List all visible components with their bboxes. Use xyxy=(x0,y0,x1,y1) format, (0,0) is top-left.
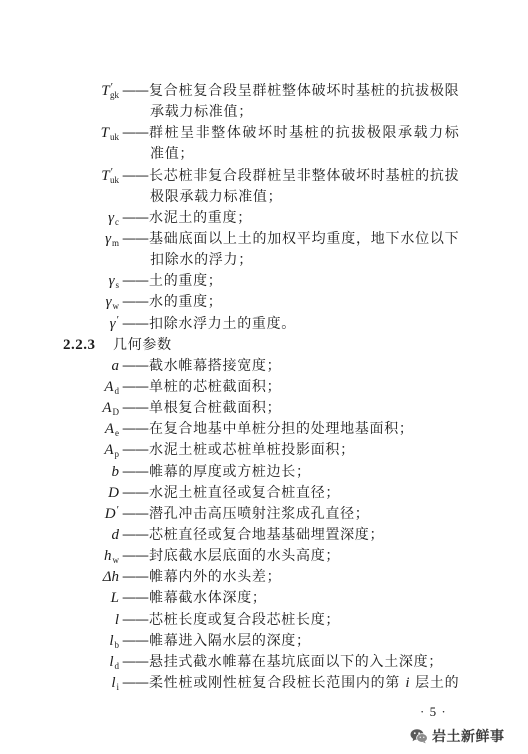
symbol xyxy=(0,610,119,631)
symbol-base: A xyxy=(104,442,114,459)
definition-text: 截水帷幕搭接宽度； xyxy=(149,357,282,374)
symbol-base: γ xyxy=(105,294,112,311)
symbol xyxy=(0,314,119,336)
definition-text: 潜孔冲击高压喷射注浆成孔直径； xyxy=(149,505,370,522)
symbol-subscript: e xyxy=(115,428,119,439)
definition-text: 长芯桩非复合段群桩呈非整体破坏时基桩的抗拔 xyxy=(149,167,459,184)
definition-text-part: 柔性桩或刚性桩复合段桩长范围内的第 xyxy=(149,674,401,691)
section-title: 几何参数 xyxy=(113,336,172,353)
wechat-icon xyxy=(410,728,428,744)
section-number: 2.2.3 xyxy=(63,336,96,353)
symbol-prime: ′ xyxy=(110,81,113,93)
separator-dash: —— xyxy=(122,421,148,438)
separator-dash: —— xyxy=(122,400,148,417)
definition-entry xyxy=(0,271,528,292)
symbol-subscript: c xyxy=(115,216,119,227)
symbol xyxy=(0,81,119,103)
symbol-base: D xyxy=(104,505,116,522)
symbol-base: A xyxy=(102,400,112,417)
symbol-base: l xyxy=(109,653,114,670)
symbol xyxy=(0,356,119,377)
definition-text: 芯桩长度或复合段芯桩长度； xyxy=(149,611,341,628)
symbol-prime: ′ xyxy=(110,165,113,178)
symbol xyxy=(0,208,119,230)
symbol xyxy=(0,377,119,399)
separator-dash: —— xyxy=(122,357,148,374)
separator-dash: —— xyxy=(122,273,148,290)
definition-text: 单桩的芯桩截面积； xyxy=(149,378,282,395)
definition-entry xyxy=(0,462,528,483)
definition-text: 土的重度； xyxy=(149,273,223,290)
separator-dash: —— xyxy=(122,653,148,670)
definition-text: 水泥土桩直径或复合桩直径； xyxy=(149,484,341,501)
symbol-base: γ xyxy=(108,273,115,290)
definition-entry xyxy=(0,631,528,652)
symbol-subscript: s xyxy=(115,280,119,291)
symbol xyxy=(0,123,119,145)
symbol-subscript: i xyxy=(116,681,119,692)
definition-entry xyxy=(0,610,528,631)
definition-entry xyxy=(0,588,528,609)
section-heading xyxy=(0,335,528,356)
symbol-definitions xyxy=(0,81,528,694)
definition-entry xyxy=(0,377,528,398)
definition-text: 帷幕截水体深度； xyxy=(149,590,267,607)
symbol xyxy=(0,419,119,441)
separator-dash: —— xyxy=(122,230,148,247)
symbol-base: l xyxy=(114,611,119,628)
symbol xyxy=(0,504,119,526)
symbol-base: a xyxy=(111,357,119,374)
definition-text: 芯桩直径或复合地基基础埋置深度； xyxy=(149,526,385,543)
separator-dash: —— xyxy=(122,505,148,522)
definition-entry xyxy=(0,419,528,440)
definition-entry xyxy=(0,292,528,313)
definition-text: 帷幕内外的水头差； xyxy=(149,569,282,586)
separator-dash: —— xyxy=(122,167,148,184)
symbol-base: Δh xyxy=(102,569,119,586)
symbol-base: h xyxy=(104,548,112,565)
symbol-subscript: d xyxy=(114,660,119,671)
definition-text-part: 层土的 xyxy=(415,674,459,691)
symbol-subscript: uk xyxy=(110,174,119,185)
separator-dash: —— xyxy=(122,315,148,332)
page-number: · 5 · xyxy=(420,704,447,719)
definition-continuation: 准值； xyxy=(150,146,195,163)
watermark xyxy=(410,726,505,746)
symbol-base: T xyxy=(101,167,110,184)
definition-text: 封底截水层底面的水头高度； xyxy=(149,548,341,565)
symbol xyxy=(0,271,119,293)
definition-entry xyxy=(0,229,528,250)
symbol-subscript: D xyxy=(112,407,119,418)
symbol xyxy=(0,440,119,462)
symbol-base: b xyxy=(111,463,119,480)
symbol-prime: ′ xyxy=(116,313,119,326)
symbol-subscript: d xyxy=(114,385,119,396)
symbol-base: D xyxy=(108,484,119,501)
symbol-base: A xyxy=(104,378,114,395)
symbol xyxy=(0,588,119,609)
symbol xyxy=(0,631,119,653)
definition-entry xyxy=(0,356,528,377)
definition-text: 在复合地基中单桩分担的处理地基面积； xyxy=(149,421,414,438)
separator-dash: —— xyxy=(122,378,148,395)
symbol xyxy=(0,292,119,314)
separator-dash: —— xyxy=(122,484,148,501)
separator-dash: —— xyxy=(122,590,148,607)
definition-entry xyxy=(0,81,528,102)
symbol xyxy=(0,166,119,188)
definition-text: 扣除水浮力土的重度。 xyxy=(149,315,296,332)
definition-text: 帷幕进入隔水层的深度； xyxy=(149,632,311,649)
symbol-base: L xyxy=(110,590,119,607)
definition-text: 悬挂式截水帷幕在基坑底面以下的入土深度； xyxy=(149,653,443,670)
symbol-base: A xyxy=(104,421,114,438)
symbol xyxy=(0,673,119,695)
symbol-base: γ xyxy=(108,209,114,226)
separator-dash: —— xyxy=(122,463,148,480)
separator-dash: —— xyxy=(122,632,148,649)
definition-entry xyxy=(0,314,528,335)
layer-index-variable: i xyxy=(405,674,410,691)
symbol-base: γ xyxy=(109,315,116,332)
definition-text xyxy=(149,673,459,694)
separator-dash: —— xyxy=(122,569,148,586)
definition-continuation: 极限承载力标准值； xyxy=(150,188,283,205)
symbol-base: T xyxy=(101,83,110,99)
symbol-subscript: p xyxy=(114,449,119,460)
separator-dash: —— xyxy=(122,526,148,543)
symbol xyxy=(0,525,119,546)
definition-entry xyxy=(0,525,528,546)
definition-text: 水的重度； xyxy=(149,294,223,311)
definition-entry xyxy=(0,652,528,673)
symbol-subscript: uk xyxy=(110,132,119,143)
definition-text: 基础底面以上土的加权平均重度，地下水位以下 xyxy=(149,230,459,247)
definition-entry xyxy=(0,483,528,504)
definition-entry xyxy=(0,504,528,525)
symbol xyxy=(0,483,119,504)
symbol-base: l xyxy=(109,632,114,649)
definition-continuation: 扣除水的浮力； xyxy=(150,252,253,269)
separator-dash: —— xyxy=(122,209,148,226)
symbol xyxy=(0,398,119,420)
separator-dash: —— xyxy=(122,294,148,311)
symbol-subscript: m xyxy=(111,237,119,248)
definition-entry xyxy=(0,546,528,567)
definition-continuation: 承载力标准值； xyxy=(150,104,253,121)
symbol-subscript: b xyxy=(114,639,119,650)
definition-entry xyxy=(0,567,528,588)
definition-entry xyxy=(0,208,528,229)
definition-text: 复合桩复合段呈群桩整体破坏时基桩的抗拔极限 xyxy=(149,83,459,99)
symbol xyxy=(0,229,119,251)
definition-text: 单根复合桩截面积； xyxy=(149,400,282,417)
definition-entry xyxy=(0,440,528,461)
symbol-base: l xyxy=(111,674,116,691)
separator-dash: —— xyxy=(122,83,148,99)
symbol-base: γ xyxy=(105,230,111,247)
definition-text: 水泥土桩或芯桩单桩投影面积； xyxy=(149,442,355,459)
watermark-text: 岩土新鲜事 xyxy=(432,729,505,745)
separator-dash: —— xyxy=(122,442,148,459)
definition-entry xyxy=(0,398,528,419)
separator-dash: —— xyxy=(122,548,148,565)
symbol-subscript: gk xyxy=(110,90,119,100)
symbol xyxy=(0,462,119,483)
symbol-subscript: w xyxy=(112,301,119,312)
symbol-prime: ′ xyxy=(116,503,119,516)
symbol-subscript: w xyxy=(112,555,119,566)
symbol xyxy=(0,652,119,674)
definition-text: 帷幕的厚度或方桩边长； xyxy=(149,463,311,480)
definition-entry xyxy=(0,166,528,187)
symbol xyxy=(0,546,119,568)
definition-text: 群桩呈非整体破坏时基桩的抗拔极限承载力标 xyxy=(149,125,459,142)
definition-text: 水泥土的重度； xyxy=(149,209,252,226)
definition-entry xyxy=(0,123,528,144)
separator-dash: —— xyxy=(122,611,148,628)
symbol-base: d xyxy=(111,526,119,543)
symbol xyxy=(0,567,119,588)
separator-dash: —— xyxy=(122,125,148,142)
symbol-base: T xyxy=(100,125,109,142)
definition-entry xyxy=(0,673,528,694)
separator-dash: —— xyxy=(122,674,148,691)
